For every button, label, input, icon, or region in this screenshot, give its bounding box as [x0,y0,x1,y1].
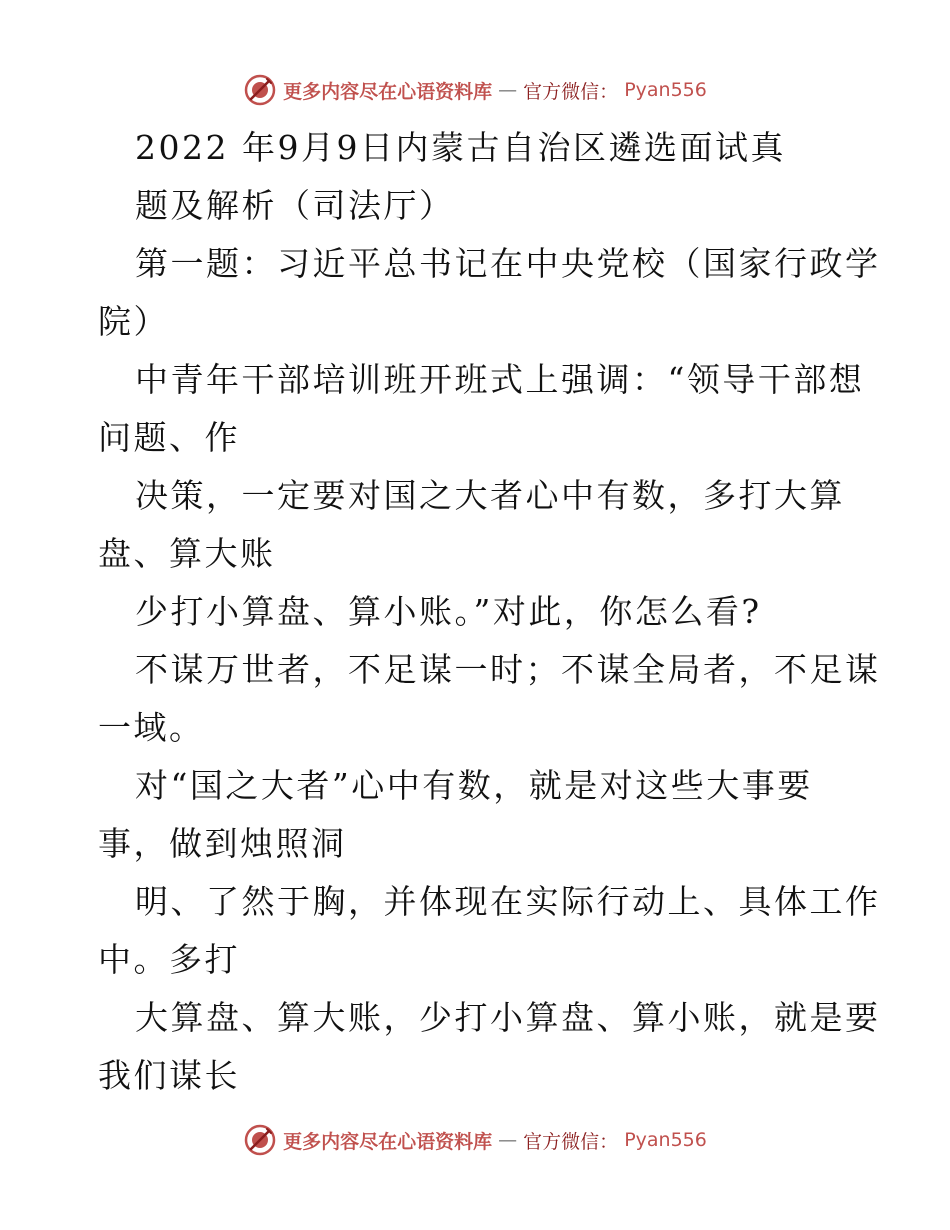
document-line: 少打小算盘、算小账。”对此，你怎么看? [135,592,762,631]
document-line: 院） [98,302,169,341]
document-line: 问题、作 [98,418,240,457]
footer-watermark [0,1120,950,1160]
document-line: 一域。 [98,708,205,747]
document-line: 对“国之大者”心中有数，就是对这些大事要 [135,766,813,805]
document-line: 第一题：习近平总书记在中央党校（国家行政学 [135,244,881,283]
document-line: 我们谋长 [98,1056,240,1095]
document-line: 盘、算大账 [98,534,276,573]
document-line: 决策，一定要对国之大者心中有数，多打大算 [135,476,845,515]
quill-seal-icon [243,73,277,107]
watermark-main-text: 更多内容尽在心语资料库 [283,1130,493,1153]
document-line: 中。多打 [98,940,240,979]
watermark-wechat-id: Pyan556 [624,79,707,101]
watermark-separator: — [498,79,518,101]
watermark-separator: — [498,1129,518,1151]
document-line: 大算盘、算大账，少打小算盘、算小账，就是要 [135,998,881,1037]
watermark-wechat-label: 官方微信： [523,80,619,103]
document-line: 明、了然于胸，并体现在实际行动上、具体工作 [135,882,881,921]
watermark-main-text: 更多内容尽在心语资料库 [283,80,493,103]
header-watermark [0,70,950,110]
quill-seal-icon [243,1123,277,1157]
watermark-wechat-label: 官方微信： [523,1130,619,1153]
document-line: 事，做到烛照洞 [98,824,347,863]
document-line: 不谋万世者，不足谋一时；不谋全局者，不足谋 [135,650,881,689]
document-line: 中青年干部培训班开班式上强调：“领导干部想 [135,360,865,399]
watermark-wechat-id: Pyan556 [624,1129,707,1151]
document-line: 题及解析（司法厅） [135,186,455,225]
document-line: 2022 年9月9日内蒙古自治区遴选面试真 [135,128,786,167]
